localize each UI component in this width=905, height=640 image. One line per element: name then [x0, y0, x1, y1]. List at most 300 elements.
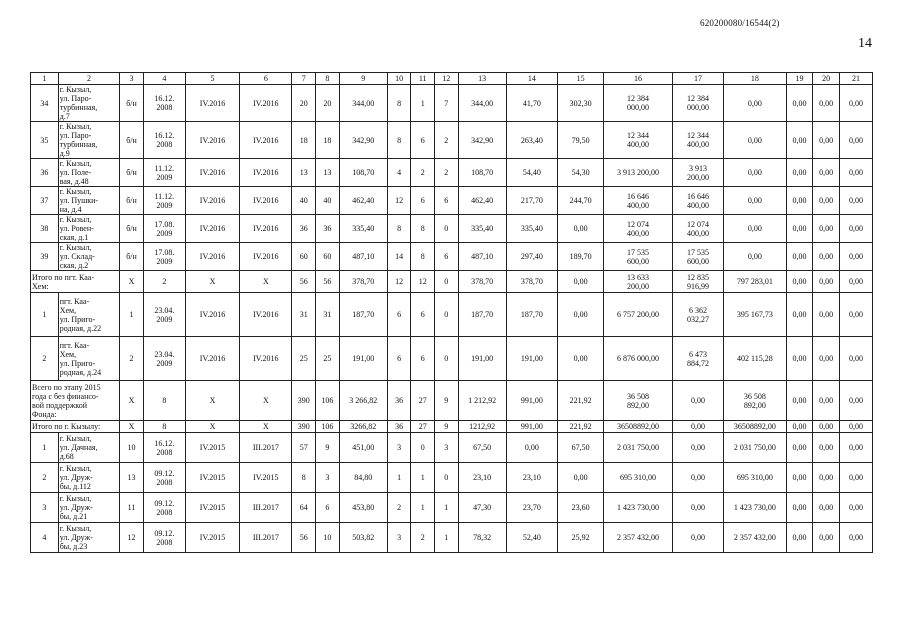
table-cell: б/н	[120, 85, 144, 122]
table-cell: 0,00	[786, 493, 813, 523]
table-cell: 344,00	[339, 85, 387, 122]
table-cell: 16.12. 2008	[143, 433, 185, 463]
table-cell: 0,00	[786, 523, 813, 553]
table-cell: 191,00	[339, 337, 387, 381]
table-cell: 0,00	[839, 523, 872, 553]
table-cell: 378,70	[506, 271, 557, 293]
table-cell: 8	[387, 122, 411, 159]
table-cell: 221,92	[558, 421, 604, 433]
table-cell: 20	[292, 85, 316, 122]
table-cell: 189,70	[558, 243, 604, 271]
table-summary-row	[31, 421, 873, 433]
table-cell: 0,00	[724, 187, 787, 215]
table-cell: 17 535 600,00	[604, 243, 673, 271]
table-cell: III.2017	[240, 523, 292, 553]
table-cell: 217,70	[506, 187, 557, 215]
table-cell: 342,90	[458, 122, 506, 159]
table-cell: 0,00	[672, 523, 723, 553]
table-cell: 39	[31, 243, 59, 271]
column-number-header: 18	[724, 73, 787, 85]
table-cell: 0,00	[724, 215, 787, 243]
address-cell: г. Кызыл, ул. Дачная, д.68	[58, 433, 120, 463]
table-cell: III.2017	[240, 493, 292, 523]
table-cell: 2 357 432,00	[724, 523, 787, 553]
table-cell: 09.12. 2008	[143, 523, 185, 553]
table-cell: 6	[434, 187, 458, 215]
table-cell: 34	[31, 85, 59, 122]
table-cell: IV.2016	[185, 337, 239, 381]
table-cell: IV.2016	[185, 243, 239, 271]
table-cell: 108,70	[339, 159, 387, 187]
table-cell: 695 310,00	[724, 463, 787, 493]
table-cell: 09.12. 2008	[143, 463, 185, 493]
table-cell: 2	[31, 337, 59, 381]
table-cell: IV.2016	[240, 187, 292, 215]
table-cell: 25	[292, 337, 316, 381]
table-cell: 1	[31, 293, 59, 337]
table-cell: 8	[387, 215, 411, 243]
table-cell: 23.04. 2009	[143, 293, 185, 337]
address-cell: г. Кызыл, ул. Друж- бы, д.112	[58, 463, 120, 493]
table-cell: 0,00	[839, 421, 872, 433]
table-cell: 0,00	[786, 463, 813, 493]
table-cell: 2 357 432,00	[604, 523, 673, 553]
column-number-header: 21	[839, 73, 872, 85]
table-cell: 0,00	[558, 293, 604, 337]
table-cell: 6	[387, 293, 411, 337]
table-cell: 2	[411, 523, 435, 553]
table-cell: IV.2016	[185, 293, 239, 337]
table-cell: 84,80	[339, 463, 387, 493]
summary-label-cell: Итого по г. Кызылу:	[31, 421, 120, 433]
table-cell: 0,00	[813, 122, 840, 159]
column-number-header: 13	[458, 73, 506, 85]
table-cell: 991,00	[506, 421, 557, 433]
table-cell: 3	[316, 463, 340, 493]
table-cell: 0,00	[839, 159, 872, 187]
table-cell: 0,00	[839, 271, 872, 293]
column-number-header: 14	[506, 73, 557, 85]
table-cell: 0,00	[839, 215, 872, 243]
table-cell: 187,70	[506, 293, 557, 337]
table-cell: III.2017	[240, 433, 292, 463]
table-cell: 8	[143, 421, 185, 433]
table-cell: 12 344 400,00	[672, 122, 723, 159]
table-cell: X	[120, 381, 144, 421]
table-cell: 0,00	[813, 381, 840, 421]
column-number-header: 15	[558, 73, 604, 85]
table-cell: 342,90	[339, 122, 387, 159]
table-cell: 78,32	[458, 523, 506, 553]
table-cell: 60	[316, 243, 340, 271]
table-cell: 6	[411, 122, 435, 159]
table-cell: X	[240, 421, 292, 433]
table-cell: IV.2016	[240, 337, 292, 381]
document-id: 620200080/16544(2)	[700, 18, 780, 28]
table-cell: 0,00	[558, 271, 604, 293]
table-cell: 797 283,01	[724, 271, 787, 293]
table-cell: IV.2016	[240, 122, 292, 159]
address-cell: г. Кызыл, ул. Склад- ская, д.2	[58, 243, 120, 271]
table-cell: 0,00	[724, 243, 787, 271]
address-cell: пгт. Каа- Хем, ул. Приго- родная, д.24	[58, 337, 120, 381]
column-number-header: 6	[240, 73, 292, 85]
table-cell: X	[185, 381, 239, 421]
table-cell: 1 423 730,00	[604, 493, 673, 523]
table-cell: 79,50	[558, 122, 604, 159]
table-cell: б/н	[120, 215, 144, 243]
table-cell: 8	[292, 463, 316, 493]
table-cell: 17.08. 2009	[143, 215, 185, 243]
table-cell: 12	[387, 271, 411, 293]
address-cell: г. Кызыл, ул. Паро- турбинная, д.7	[58, 85, 120, 122]
table-cell: 13 633 200,00	[604, 271, 673, 293]
table-cell: 36	[31, 159, 59, 187]
table-row	[31, 463, 873, 493]
table-cell: IV.2015	[240, 463, 292, 493]
table-cell: 16 646 400,00	[672, 187, 723, 215]
table-cell: 1	[411, 463, 435, 493]
table-cell: IV.2016	[185, 159, 239, 187]
table-row	[31, 122, 873, 159]
table-cell: 0,00	[786, 293, 813, 337]
table-cell: 6 473 884,72	[672, 337, 723, 381]
table-cell: 16 646 400,00	[604, 187, 673, 215]
table-cell: 18	[292, 122, 316, 159]
table-cell: 0,00	[813, 85, 840, 122]
table-cell: 402 115,28	[724, 337, 787, 381]
table-cell: 3	[387, 523, 411, 553]
table-cell: 0,00	[839, 122, 872, 159]
table-cell: 12 835 916,99	[672, 271, 723, 293]
table-cell: 0,00	[786, 85, 813, 122]
table-cell: 4	[387, 159, 411, 187]
table-cell: 187,70	[458, 293, 506, 337]
table-cell: 0,00	[839, 433, 872, 463]
table-cell: 64	[292, 493, 316, 523]
table-cell: 56	[292, 523, 316, 553]
table-cell: 221,92	[558, 381, 604, 421]
table-row	[31, 243, 873, 271]
table-cell: 8	[387, 85, 411, 122]
column-number-header: 19	[786, 73, 813, 85]
table-cell: 17.08. 2009	[143, 243, 185, 271]
table-cell: 8	[143, 381, 185, 421]
table-cell: 0,00	[813, 493, 840, 523]
table-cell: 0,00	[813, 187, 840, 215]
table-cell: 11	[120, 493, 144, 523]
table-cell: 4	[31, 523, 59, 553]
table-cell: 8	[411, 243, 435, 271]
table-cell: 191,00	[506, 337, 557, 381]
table-cell: 2	[120, 337, 144, 381]
table-cell: IV.2015	[185, 433, 239, 463]
table-cell: 0,00	[672, 381, 723, 421]
table-cell: 9	[434, 421, 458, 433]
table-cell: 1	[411, 85, 435, 122]
table-cell: 0,00	[839, 293, 872, 337]
table-cell: 36508892,00	[724, 421, 787, 433]
table-cell: 0	[411, 433, 435, 463]
table-cell: 23,70	[506, 493, 557, 523]
table-summary-row	[31, 271, 873, 293]
table-cell: 395 167,73	[724, 293, 787, 337]
table-cell: 0,00	[839, 381, 872, 421]
table-cell: 23,10	[458, 463, 506, 493]
column-number-header: 2	[58, 73, 120, 85]
page-number: 14	[858, 36, 872, 51]
table-cell: 1	[387, 463, 411, 493]
table-cell: 378,70	[339, 271, 387, 293]
table-cell: 23.04. 2009	[143, 337, 185, 381]
table-cell: 2	[143, 271, 185, 293]
table-cell: 67,50	[558, 433, 604, 463]
table-summary-row	[31, 381, 873, 421]
table-cell: 12 074 400,00	[672, 215, 723, 243]
column-number-header: 20	[813, 73, 840, 85]
table-cell: X	[185, 271, 239, 293]
table-cell: 106	[316, 381, 340, 421]
table-cell: 503,82	[339, 523, 387, 553]
table-cell: 6 876 000,00	[604, 337, 673, 381]
table-cell: 695 310,00	[604, 463, 673, 493]
column-number-header: 7	[292, 73, 316, 85]
table-cell: 0,00	[672, 433, 723, 463]
table-cell: 0,00	[786, 159, 813, 187]
table-cell: 2	[387, 493, 411, 523]
table-cell: 0,00	[786, 243, 813, 271]
table-cell: X	[240, 381, 292, 421]
table-cell: 17 535 600,00	[672, 243, 723, 271]
table-cell: 335,40	[458, 215, 506, 243]
table-cell: 56	[292, 271, 316, 293]
table-cell: 9	[434, 381, 458, 421]
table-cell: 13	[316, 159, 340, 187]
table-cell: 335,40	[339, 215, 387, 243]
table-cell: 0,00	[786, 271, 813, 293]
table-cell: 302,30	[558, 85, 604, 122]
table-cell: 36	[387, 381, 411, 421]
table-cell: 13	[120, 463, 144, 493]
table-cell: 0	[434, 463, 458, 493]
column-number-header: 4	[143, 73, 185, 85]
table-cell: 8	[411, 215, 435, 243]
table-cell: 27	[411, 421, 435, 433]
table-cell: 0,00	[672, 463, 723, 493]
table-cell: 451,00	[339, 433, 387, 463]
table-cell: 2	[31, 463, 59, 493]
table-row	[31, 187, 873, 215]
table-cell: 335,40	[506, 215, 557, 243]
table-cell: 25,92	[558, 523, 604, 553]
table-cell: 1 423 730,00	[724, 493, 787, 523]
table-cell: 12 344 400,00	[604, 122, 673, 159]
table-cell: 0,00	[558, 215, 604, 243]
table-cell: 31	[316, 293, 340, 337]
table-cell: 12 384 000,00	[672, 85, 723, 122]
table-cell: IV.2016	[240, 159, 292, 187]
table-cell: IV.2016	[185, 215, 239, 243]
address-cell: г. Кызыл, ул. Ровен- ская, д.1	[58, 215, 120, 243]
table-cell: 0,00	[839, 187, 872, 215]
table-cell: 36	[387, 421, 411, 433]
table-cell: 297,40	[506, 243, 557, 271]
address-cell: г. Кызыл, ул. Друж- бы, д.21	[58, 493, 120, 523]
table-cell: 1	[434, 523, 458, 553]
table-cell: 3	[31, 493, 59, 523]
table-cell: 47,30	[458, 493, 506, 523]
table-cell: 0,00	[558, 337, 604, 381]
table-row	[31, 523, 873, 553]
table-cell: IV.2016	[240, 243, 292, 271]
table-cell: 263,40	[506, 122, 557, 159]
table-cell: 2	[434, 122, 458, 159]
summary-label-cell: Итого по пгт. Каа- Хем:	[31, 271, 120, 293]
table-cell: 487,10	[458, 243, 506, 271]
table-cell: IV.2016	[185, 187, 239, 215]
housing-program-table	[30, 72, 873, 553]
column-number-header: 3	[120, 73, 144, 85]
table-cell: 16.12. 2008	[143, 122, 185, 159]
table-cell: X	[185, 421, 239, 433]
table-cell: 462,40	[339, 187, 387, 215]
table-cell: 0,00	[813, 463, 840, 493]
table-cell: 1	[411, 493, 435, 523]
table-cell: 38	[31, 215, 59, 243]
table-cell: 0,00	[786, 215, 813, 243]
table-row	[31, 159, 873, 187]
column-number-header: 8	[316, 73, 340, 85]
table-cell: 1	[434, 493, 458, 523]
table-row	[31, 85, 873, 122]
table-cell: 0,00	[786, 381, 813, 421]
table-cell: 0,00	[724, 85, 787, 122]
table-cell: 6	[316, 493, 340, 523]
table-cell: 41,70	[506, 85, 557, 122]
table-cell: 2	[434, 159, 458, 187]
table-cell: 0,00	[813, 159, 840, 187]
table-cell: 0	[434, 215, 458, 243]
table-cell: 6	[411, 293, 435, 337]
table-cell: 54,40	[506, 159, 557, 187]
table-cell: 6 757 200,00	[604, 293, 673, 337]
table-cell: 0,00	[813, 215, 840, 243]
table-cell: 0,00	[839, 337, 872, 381]
table-cell: IV.2015	[185, 493, 239, 523]
table-cell: 3 266,82	[339, 381, 387, 421]
address-cell: г. Кызыл, ул. Паро- турбинная, д.9	[58, 122, 120, 159]
table-cell: 106	[316, 421, 340, 433]
table-cell: IV.2015	[185, 463, 239, 493]
table-cell: 20	[316, 85, 340, 122]
table-row	[31, 337, 873, 381]
table-cell: 487,10	[339, 243, 387, 271]
table-cell: 0	[434, 271, 458, 293]
table-cell: X	[240, 271, 292, 293]
table-cell: 108,70	[458, 159, 506, 187]
table-cell: 40	[316, 187, 340, 215]
address-cell: г. Кызыл, ул. Друж- бы, д.23	[58, 523, 120, 553]
table-cell: 6	[387, 337, 411, 381]
table-cell: 6	[411, 187, 435, 215]
column-number-header: 17	[672, 73, 723, 85]
table-cell: 0,00	[786, 337, 813, 381]
table-cell: 0,00	[672, 421, 723, 433]
table-cell: 9	[316, 433, 340, 463]
table-cell: 191,00	[458, 337, 506, 381]
table-cell: 0,00	[813, 433, 840, 463]
table-cell: 3266,82	[339, 421, 387, 433]
table-cell: б/н	[120, 187, 144, 215]
column-number-header: 9	[339, 73, 387, 85]
table-cell: 0,00	[813, 293, 840, 337]
table-cell: 10	[120, 433, 144, 463]
table-cell: 36	[292, 215, 316, 243]
table-cell: 14	[387, 243, 411, 271]
table-cell: 23,60	[558, 493, 604, 523]
table-cell: 09.12. 2008	[143, 493, 185, 523]
table-cell: 56	[316, 271, 340, 293]
table-cell: 1212,92	[458, 421, 506, 433]
table-cell: IV.2016	[240, 85, 292, 122]
table-row	[31, 433, 873, 463]
summary-label-cell: Всего по этапу 2015 года с без финансо- вой поддержкой Фонда:	[31, 381, 120, 421]
table-cell: 0,00	[839, 85, 872, 122]
table-cell: 11.12. 2009	[143, 159, 185, 187]
table-cell: 12 074 400,00	[604, 215, 673, 243]
table-cell: 11.12. 2009	[143, 187, 185, 215]
table-cell: 2 031 750,00	[724, 433, 787, 463]
table-cell: 0,00	[813, 421, 840, 433]
table-cell: 6	[411, 337, 435, 381]
table-cell: 12	[120, 523, 144, 553]
table-cell: б/н	[120, 122, 144, 159]
table-cell: 13	[292, 159, 316, 187]
table-cell: 0,00	[672, 493, 723, 523]
table-cell: 0,00	[813, 271, 840, 293]
table-cell: 0,00	[839, 463, 872, 493]
column-number-header: 10	[387, 73, 411, 85]
table-row	[31, 215, 873, 243]
column-number-header: 1	[31, 73, 59, 85]
table-cell: 54,30	[558, 159, 604, 187]
table-cell: 1 212,92	[458, 381, 506, 421]
table-cell: 2 031 750,00	[604, 433, 673, 463]
table-cell: IV.2016	[240, 293, 292, 337]
table-cell: 453,80	[339, 493, 387, 523]
table-cell: 0,00	[813, 243, 840, 271]
table-cell: 244,70	[558, 187, 604, 215]
table-cell: 0,00	[506, 433, 557, 463]
table-cell: 1	[120, 293, 144, 337]
table-cell: 0,00	[839, 243, 872, 271]
table-cell: IV.2015	[185, 523, 239, 553]
table-header-row	[31, 73, 873, 85]
table-cell: 36 508 892,00	[604, 381, 673, 421]
column-number-header: 11	[411, 73, 435, 85]
table-cell: X	[120, 421, 144, 433]
table-cell: 3 913 200,00	[604, 159, 673, 187]
table-cell: 344,00	[458, 85, 506, 122]
table-cell: 31	[292, 293, 316, 337]
table-cell: 0,00	[786, 122, 813, 159]
table-cell: 36	[316, 215, 340, 243]
table-cell: 0,00	[839, 493, 872, 523]
table-cell: 1	[31, 433, 59, 463]
table-cell: 390	[292, 421, 316, 433]
table-cell: IV.2016	[240, 215, 292, 243]
table-cell: 3 913 200,00	[672, 159, 723, 187]
